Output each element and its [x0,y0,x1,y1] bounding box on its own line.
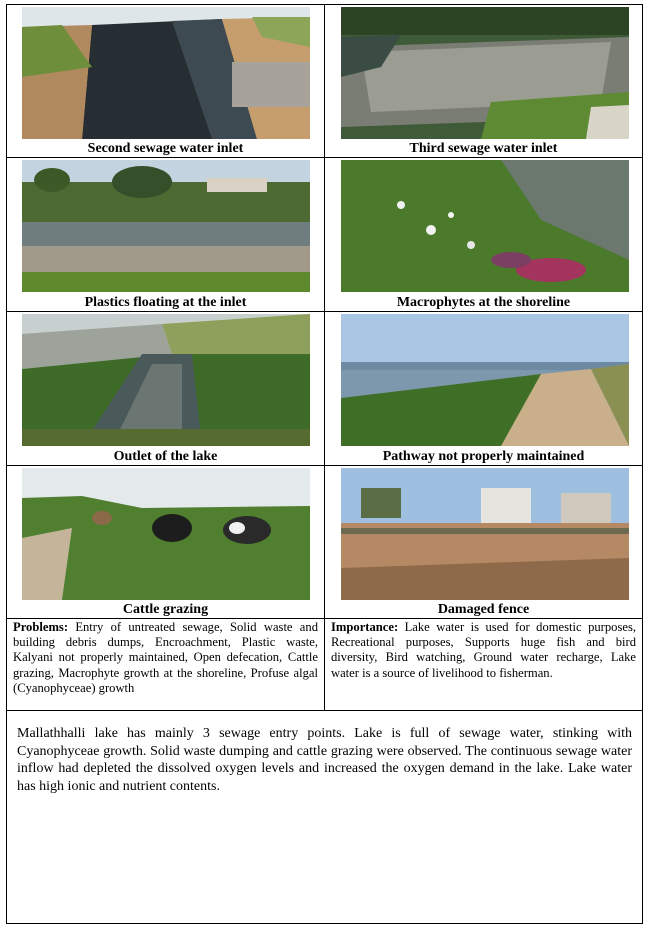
problems-cell [7,619,325,710]
summary-paragraph: Mallathhalli lake has mainly 3 sewage entry points. Lake is full of sewage water, stinking with Cyanophyceae growth. Solid waste dumping and cattle grazing were observed. The continuous sewage water inflow had depleted the dissolved oxygen levels and increased the oxygen demand in the lake. Lake water has high ionic and nutrient contents. [17,726,632,794]
problems-text: Entry of untreated sewage, Solid waste and building debris dumps, Encroachment, Plastic waste, Kalyani not properly maintained, Open defecation, Cattle grazing, Macrophyte growth at the shoreline, Profuse algal (Cyanophyceae) growth [13,620,318,695]
importance-label: Importance: [331,620,399,634]
photo-caption: Outlet of the lake [113,449,218,464]
photo-caption: Plastics floating at the inlet [84,295,247,310]
problems-label: Problems: [13,620,69,634]
report-sheet [6,4,643,924]
photo-cell [325,466,642,618]
photo-cell [325,5,642,157]
photo-pathway [341,314,629,446]
photo-cattle-grazing [22,468,310,600]
photo-caption: Damaged fence [437,602,530,617]
photo-damaged-fence [341,468,629,600]
photo-caption: Pathway not properly maintained [382,449,585,464]
photo-third-sewage-inlet [341,7,629,139]
photo-second-sewage-inlet [22,7,310,139]
importance-cell [325,619,642,710]
photo-macrophytes-shoreline [341,160,629,292]
photo-plastics-inlet [22,160,310,292]
photo-lake-outlet [22,314,310,446]
photo-cell [325,312,642,465]
photo-caption: Macrophytes at the shoreline [396,295,571,310]
photo-caption: Cattle grazing [122,602,209,617]
photo-cell [7,466,325,618]
photo-caption: Second sewage water inlet [87,141,244,156]
photo-row-3 [7,312,642,466]
photo-row-4 [7,466,642,619]
photo-caption: Third sewage water inlet [409,141,558,156]
photo-row-2 [7,158,642,312]
importance-text: Lake water is used for domestic purposes, Recreational purposes, Supports huge fish and bird diversity, Bird watching, Ground water recharge, Lake water is a source of livelihood to fisherman. [331,620,636,680]
photo-cell [7,312,325,465]
photo-cell [7,158,325,311]
photo-cell [7,5,325,157]
text-row [7,619,642,711]
photo-cell [325,158,642,311]
photo-row-1 [7,5,642,158]
